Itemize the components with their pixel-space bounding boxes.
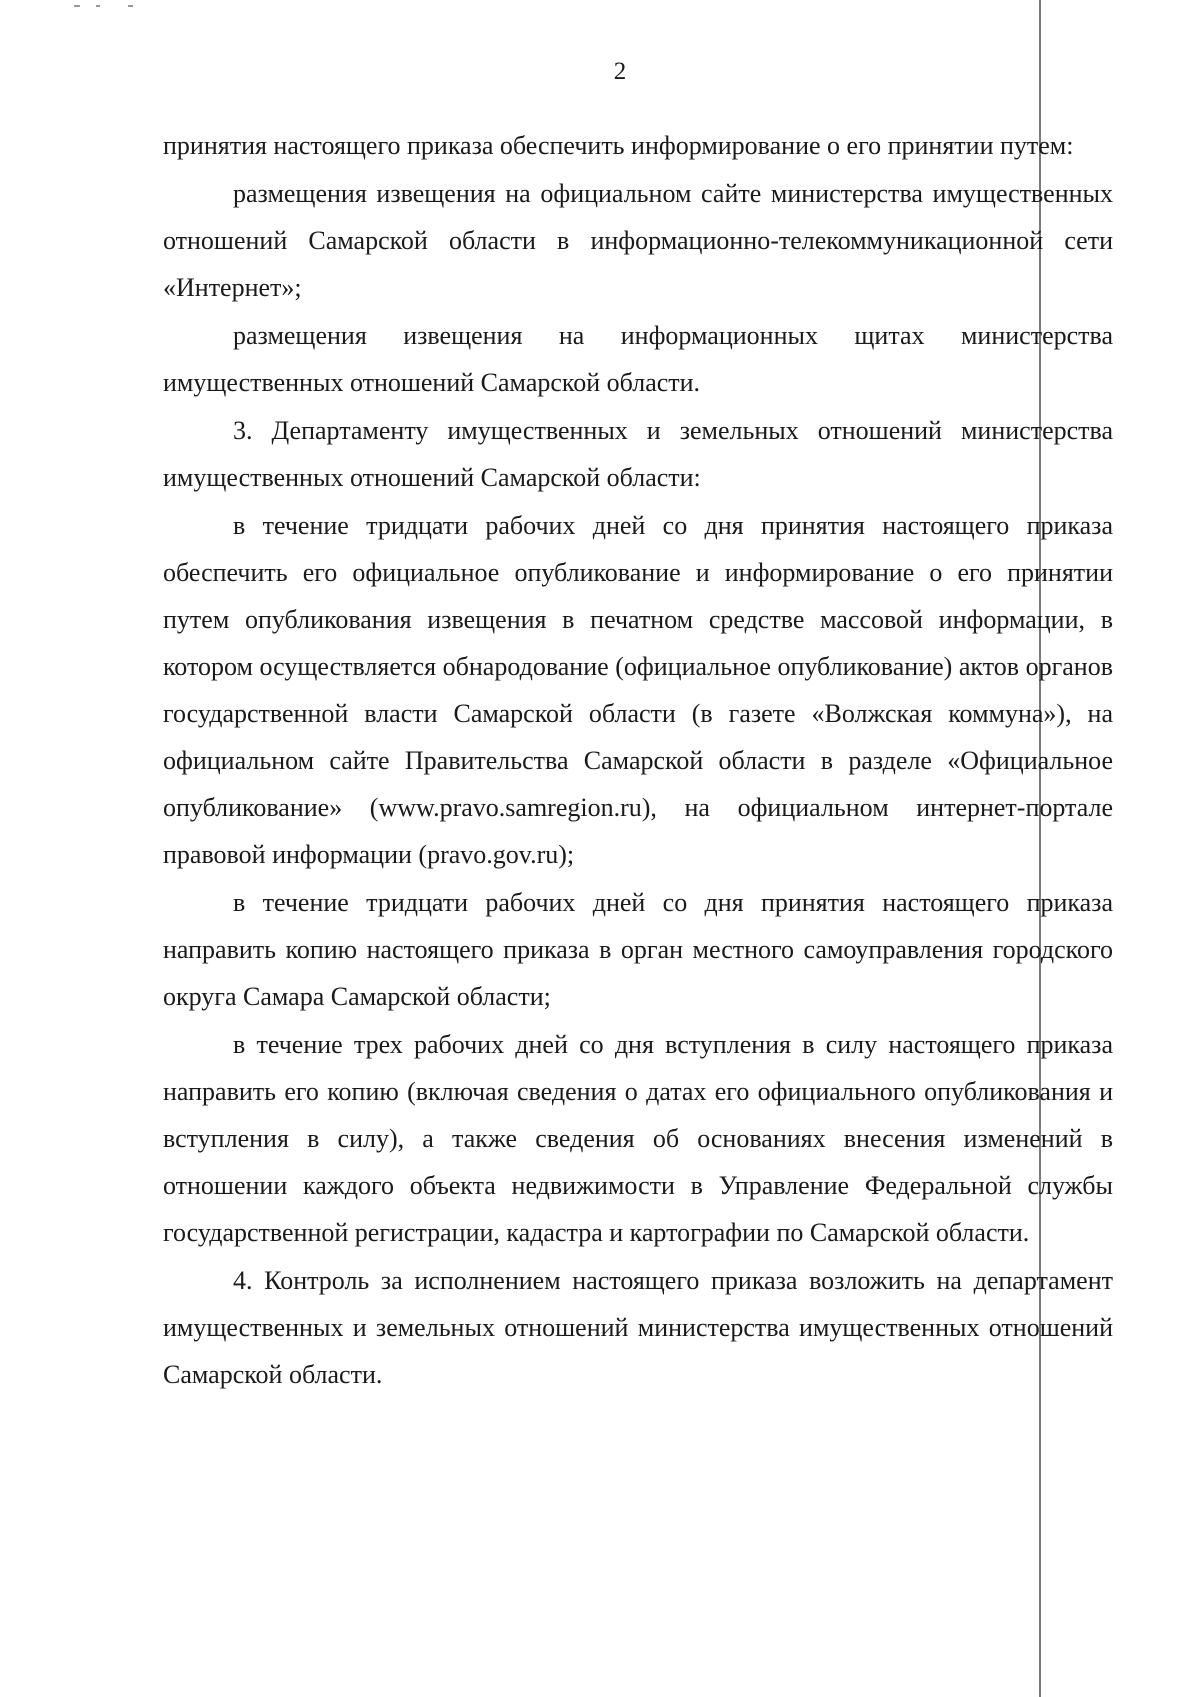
paragraph-item-3: 3. Департаменту имущественных и земельных отношений министерства имущественных отношений Самарской области: — [163, 416, 1113, 492]
scan-artifact — [128, 5, 133, 7]
document-body — [163, 122, 1113, 1398]
paragraph-list-item: размещения извещения на официальном сайте министерства имущественных отношений Самарской области в информационно-телекоммуникационной сети «Интернет»; — [163, 179, 1113, 302]
paragraph-list-item: в течение тридцати рабочих дней со дня принятия настоящего приказа обеспечить его официальное опубликование и информирование о его принятии путем опубликования извещения в печатном средстве массовой информации, в котором осуществляется обнародование (официальное опубликование) актов органов государственной власти Самарской области (в газете «Волжская коммуна»), на официальном сайте Правительства Самарской области в разделе «Официальное опубликование» (www.pravo.samregion.ru), на официальном интернет-портале правовой информации (pravo.gov.ru); — [163, 511, 1113, 869]
paragraph-list-item: в течение трех рабочих дней со дня вступления в силу настоящего приказа направить его копию (включая сведения о датах его официального опубликования и вступления в силу), а также сведения об основаниях внесения изменений в отношении каждого объекта недвижимости в Управление Федеральной службы государственной регистрации, кадастра и картографии по Самарской области. — [163, 1030, 1113, 1247]
paragraph-continuation: принятия настоящего приказа обеспечить информирование о его принятии путем: — [163, 131, 1074, 160]
page-number: 2 — [613, 58, 627, 85]
scan-artifact — [96, 5, 100, 7]
paragraph-list-item: размещения извещения на информационных щитах министерства имущественных отношений Самарской области. — [163, 321, 1113, 397]
scan-artifact — [74, 5, 80, 7]
paragraph-item-4: 4. Контроль за исполнением настоящего приказа возложить на департамент имущественных и земельных отношений министерства имущественных отношений Самарской области. — [163, 1266, 1113, 1389]
paragraph-list-item: в течение тридцати рабочих дней со дня принятия настоящего приказа направить копию настоящего приказа в орган местного самоуправления городского округа Самара Самарской области; — [163, 888, 1113, 1011]
